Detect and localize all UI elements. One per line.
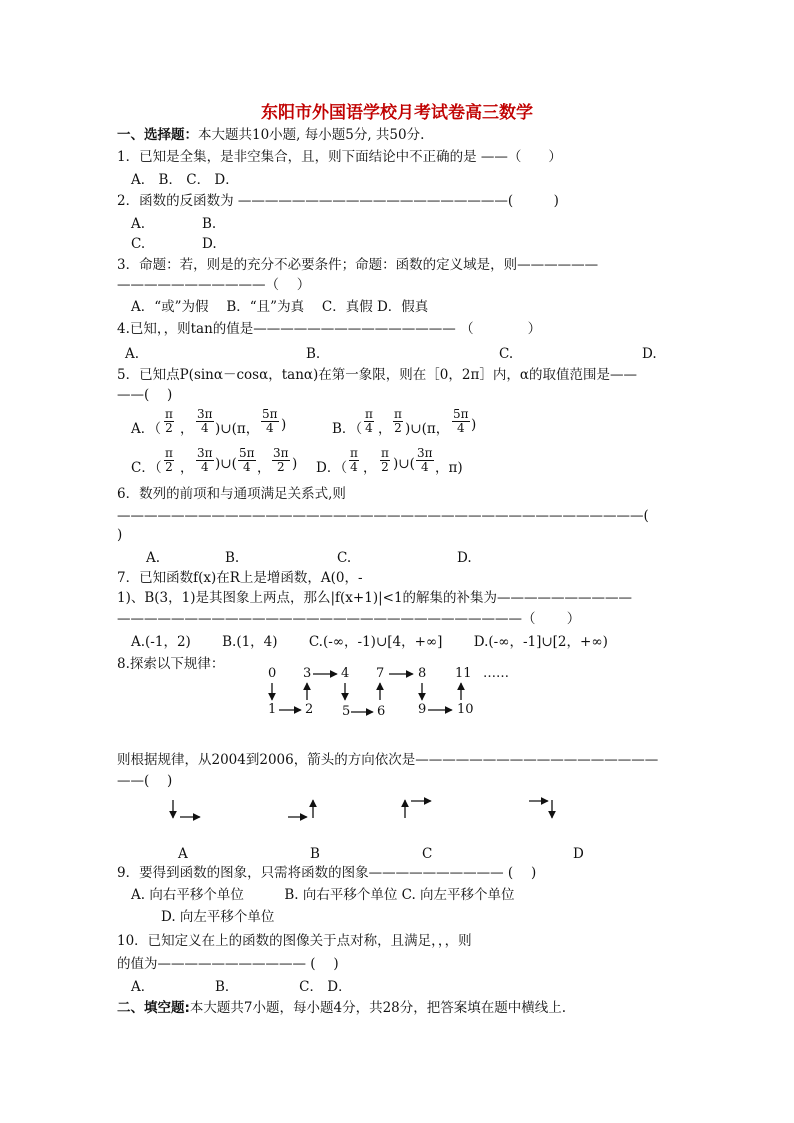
q4-option-b: B. — [306, 346, 321, 362]
seq-top-3: 3 — [303, 666, 312, 681]
comma: ， — [180, 460, 194, 476]
frac-den: 4 — [242, 460, 251, 474]
frac-num: π — [381, 446, 389, 460]
q1-stem: 1．已知是全集，是非空集合，且，则下面结论中不正确的是 ——（ ） — [117, 149, 562, 165]
comma: ， — [180, 421, 194, 437]
q4-option-d: D. — [642, 346, 657, 362]
q2-stem: 2．函数的反函数为 ————————————————————( ) — [117, 193, 559, 209]
frac-num: 3π — [417, 446, 433, 460]
page-title: 东阳市外国语学校月考试卷高三数学 — [261, 103, 533, 123]
q5-stem-continued: ——( ) — [117, 387, 173, 403]
q6-close-paren: ) — [117, 527, 123, 543]
union: )∪( — [393, 456, 415, 472]
union: )∪( — [215, 456, 237, 472]
q8-option-d: D — [573, 846, 584, 862]
frac-den: 2 — [381, 460, 389, 474]
close-paren: ) — [281, 417, 287, 433]
q7-options: A.(-1，2) B.(1，4) C.(-∞，-1)∪[4，+∞] D.(-∞，-1]∪[2，+∞) — [131, 634, 608, 650]
frac-num: 3π — [273, 446, 289, 460]
seq-top-11: 11 — [455, 666, 472, 681]
q2-option-b: B. — [202, 216, 217, 232]
section-two-heading — [117, 999, 566, 1017]
q9-options: A. 向右平移个单位 B. 向右平移个单位 C. 向左平移个单位 — [131, 887, 515, 903]
q6-option-b: B. — [225, 550, 240, 566]
frac-den: 4 — [200, 460, 209, 474]
close-paren: ) — [292, 456, 298, 472]
section-two-desc: 本大题共7小题，每小题4分，共28分，把答案填在题中横线上. — [189, 1000, 567, 1016]
frac-den: 2 — [165, 421, 173, 435]
seq-bottom-2: 2 — [305, 702, 314, 717]
q2-option-a: A. — [131, 216, 146, 232]
frac-den: 2 — [394, 421, 402, 435]
q10-stem-continued: 的值为——————————— ( ) — [117, 956, 339, 972]
frac-num: π — [165, 446, 173, 460]
frac-den: 4 — [365, 421, 373, 435]
frac-num: 5π — [453, 407, 469, 421]
union-pi: )∪(π， — [215, 421, 260, 437]
q2-option-d: D. — [202, 236, 217, 252]
frac-num: 5π — [262, 407, 278, 421]
comma: ， — [257, 460, 271, 476]
q8-option-a: A — [178, 846, 188, 862]
pi-close: ，π) — [435, 460, 463, 476]
comma: ， — [378, 421, 392, 437]
q1-options: A． B． C． D． — [131, 172, 239, 188]
seq-bottom-1: 1 — [268, 702, 277, 717]
q8-question: 则根据规律，从2004到2006，箭头的方向依次是—————————————————— — [117, 752, 659, 768]
q9-option-d: D. 向左平移个单位 — [161, 909, 275, 925]
q6-option-d: D. — [457, 550, 472, 566]
q6-stem: 6．数列的前项和与通项满足关系式,则 — [117, 486, 346, 502]
comma: ， — [363, 460, 377, 476]
frac-num: π — [365, 407, 373, 421]
q5-stem: 5．已知点P(sinα－cosα，tanα)在第一象限，则在［0，2π］内，α的取值范围是—— — [117, 367, 637, 383]
frac-num: π — [350, 446, 358, 460]
q3-stem-continued: ———————————（ ） — [117, 277, 311, 293]
seq-bottom-10: 10 — [457, 702, 474, 717]
frac-den: 4 — [200, 421, 209, 435]
close-paren: ) — [471, 417, 477, 433]
q8-option-c: C — [422, 846, 433, 862]
seq-dots: …… — [483, 666, 509, 681]
q8-question-continued: ——( ) — [117, 773, 173, 789]
q5-option-a-label: A．（ — [131, 421, 161, 437]
q10-options: A． B． C． D． — [131, 979, 352, 995]
q5-option-c-label: C．（ — [131, 460, 162, 476]
frac-num: 5π — [239, 446, 255, 460]
q6-answer-line: ———————————————————————————————————————( — [117, 508, 649, 524]
q4-option-c: C. — [499, 346, 514, 362]
seq-bottom-6: 6 — [377, 704, 386, 719]
q9-stem: 9．要得到函数的图象，只需将函数的图象—————————— ( ) — [117, 865, 537, 881]
seq-bottom-9: 9 — [418, 702, 427, 717]
q5-option-b-label: B．（ — [332, 421, 363, 437]
frac-den: 4 — [265, 421, 274, 435]
q4-stem: 4.已知，，则tan的值是——————————————— （ ） — [117, 321, 542, 337]
q8-option-b: B — [310, 846, 320, 862]
frac-den: 4 — [420, 460, 429, 474]
q2-option-c: C. — [131, 236, 146, 252]
section-one-label: 一、选择题： — [117, 127, 198, 143]
q6-option-a: A. — [146, 550, 161, 566]
q6-option-c: C. — [337, 550, 352, 566]
seq-top-8: 8 — [418, 666, 427, 681]
union-pi: )∪(π， — [405, 421, 450, 437]
frac-num: 3π — [197, 407, 213, 421]
q8-stem: 8.探索以下规律： — [117, 656, 225, 672]
q5-option-d-label: D．（ — [316, 460, 348, 476]
frac-num: 3π — [197, 446, 213, 460]
q7-stem: 7．已知函数f(x)在R上是增函数，A(0，- — [117, 570, 363, 586]
section-one-desc: 本大题共10小题, 每小题5分, 共50分. — [198, 127, 425, 143]
q10-stem: 10．已知定义在上的函数的图像关于点对称，且满足，，，则 — [117, 933, 472, 949]
q4-option-a: A. — [125, 346, 140, 362]
seq-top-7: 7 — [376, 666, 385, 681]
frac-den: 2 — [165, 460, 173, 474]
seq-top-4: 4 — [341, 666, 350, 681]
frac-num: π — [394, 407, 402, 421]
q7-stem-line2: 1)、B(3，1)是其图象上两点，那么|f(x+1)|<1的解集的补集为—————————— — [117, 590, 633, 606]
seq-bottom-5: 5 — [342, 704, 351, 719]
frac-den: 4 — [456, 421, 465, 435]
q7-stem-line3: ——————————————————————————————（ ） — [117, 611, 581, 627]
frac-den: 2 — [276, 460, 285, 474]
q3-stem: 3．命题：若，则是的充分不必要条件；命题：函数的定义域是，则—————— — [117, 257, 599, 273]
seq-top-0: 0 — [268, 666, 277, 681]
q3-options: A．“或”为假 B．“且”为真 C．真假 D．假真 — [131, 299, 429, 315]
frac-den: 4 — [350, 460, 358, 474]
frac-num: π — [165, 407, 173, 421]
section-two-label: 二、填空题: — [117, 1000, 190, 1016]
